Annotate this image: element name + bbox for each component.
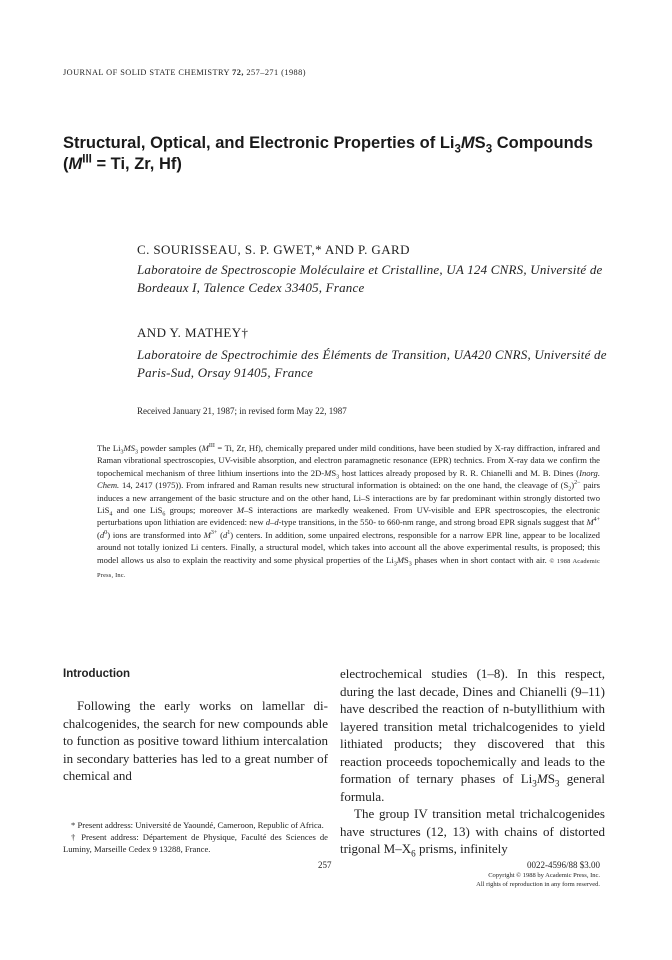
abs-sub: 3	[393, 561, 397, 568]
author-list-2: AND Y. MATHEY†	[137, 325, 249, 340]
journal-header	[63, 68, 306, 77]
abs-seg: -type transitions, in the 550- to 660-nm range, and strong broad EPR signals suggest that	[278, 517, 587, 528]
section-heading: Introduction	[63, 668, 131, 680]
title-text-3: = Ti, Zr, Hf)	[91, 155, 182, 173]
col2-sub: 3	[532, 778, 537, 789]
affiliation-1: Laboratoire de Spectroscopie Moléculaire et Cristalline, UA 124 CNRS, Université de Bordeaux I, Talence Cedex 33405, France	[137, 262, 603, 295]
footnote-1: * Present address: Université de Yaoundé, Cameroon, Republic of Africa.	[71, 820, 324, 830]
page-number: 257	[318, 860, 332, 870]
col2-para-1-tail: general formula.	[340, 771, 605, 804]
intro-column-1: Following the early works on lamellar di-chalcogenides, the search for new compounds able to function as positive toward lithium intercalation in secondary batteries has led to a great number of chemical and	[63, 698, 328, 783]
abs-seg: = Ti, Zr, Hf), chemically prepared under mild conditions, have been studied by X-ray diffraction, infrared and Raman vibrational spectroscopies, UV-visible absorption, and electron paramagnetic resonance (EPR) technics. From X-ray data we confirm the topochemical mechanism of three lithium insertions into the 2D-	[97, 443, 600, 478]
abs-seg: host lattices already proposed by R. R. Chianelli and M. B. Dines (	[339, 467, 580, 478]
abs-sub: 2	[568, 486, 572, 493]
col2-para-1: electrochemical studies (1–8). In this respect, during the last decade, Dines and Chianelli (9–11) have described the reaction of n-butyllithium with layered transition metal trichalcogenides to yield lithiated products; they discovered that this reaction proceeds topochemically and leads to the formation of ternary phases of Li	[340, 666, 605, 786]
title-M: M	[460, 134, 475, 152]
abs-sub: 3	[408, 561, 412, 568]
paper-title	[63, 133, 623, 175]
abs-seg: pairs induces a new arrangement of the basic structure and on the other hand, Li–S interactions are by far predominant within strongly distorted two LiS	[97, 480, 601, 516]
footnote-2: † Present address: Département de Physique, Faculté des Sciences de Luminy, Marseille Cedex 9 13288, France.	[63, 832, 328, 855]
abs-sub: 3	[134, 449, 138, 456]
abs-dd: d–d	[265, 517, 279, 528]
abs-seg: groups; moreover	[165, 505, 237, 516]
title-text-1: Structural, Optical, and Electronic Properties of Li	[63, 134, 455, 152]
title-sup: III	[82, 153, 92, 166]
abs-journal-ref: Inorg. Chem.	[97, 467, 601, 491]
title-S: S	[474, 134, 486, 152]
footnotes	[63, 819, 328, 856]
abs-M: M	[586, 517, 594, 528]
col2-M: M	[536, 771, 548, 786]
affiliation-2: Laboratoire de Spectrochimie des Éléments de Transition, UA420 CNRS, Université de Paris-Sud, Orsay 91405, France	[137, 347, 607, 380]
issn-price: 0022-4596/88 $3.00	[527, 860, 600, 870]
abs-M: M	[201, 443, 209, 453]
col2-sub: 6	[411, 848, 416, 859]
col2-para-2: The group IV transition metal trichalcogenides have structures (12, 13) with chains of distorted trigonal M–X	[340, 806, 605, 856]
abs-M: M	[236, 505, 244, 516]
col2-sub: 3	[554, 778, 560, 789]
title-sub-2: 3	[485, 143, 493, 156]
title-paren: (	[63, 155, 69, 173]
abstract: The $Li_3MS_3$ powder samples ($M^{III} = Ti$, Zr, Hf), chemically prepared under mild conditions, have been studied by X-ray diffraction, infrared and Raman vibrational spectroscopies, UV-visible absorption, and electron paramagnetic resonance (EPR) technics. From X-ray data we confirm the topochemical mechanism of three lithium insertions into the $2D-MS_3$ host lattices already proposed by R. R. Chianelli and M. B. Dines (Inorg. Chem. 14, 2417 (1975)). From infrared and Raman results new structural information is obtained: on the one hand, the cleavage of $(S_2)^{2-}$ pairs induces a new arrangement of the basic structure and on the other hand, Li–S interactions are by far predominant within strongly distorted two LiS$_4$ and one LiS$_6$ groups; moreover M–S interactions are markedly weakened. From UV-visible and EPR spectroscopies, the electronic perturbations upon lithiation are evidenced: new d–d-type transitions, in the 550- to 660-nm range, and strong broad EPR signals suggest that $M^{4+}$ $(d^0)$ ions are transformed into $M^{3+}$ $(d^1)$ centers. In addition, some unpaired electrons, responsible for a narrow EPR line, appear to be localized around not totally ionized Li centers. Finally, a structural model, which takes into account all the above experimental results, is proposed; this model allows us also to explain the reactivity and some physical properties of the $Li_3MS_3$ phases when in short contact with air. © 1988 Academic Press, Inc.	[97, 443, 601, 580]
abs-sub: 3	[336, 474, 340, 481]
title-text-2: Compounds	[492, 134, 593, 152]
abs-sub: 6	[162, 511, 166, 518]
abstract-copyright: © 1988 Academic Press, Inc.	[97, 557, 600, 580]
abs-sup: 3+	[210, 529, 218, 536]
col2-para-2-tail: prisms, infinitely	[415, 841, 508, 856]
abs-M: M	[203, 529, 211, 540]
abs-seg: MS	[123, 443, 135, 453]
abs-seg: –S interactions are markedly weakened. From UV-visible and EPR spectroscopies, the electronic perturbations upon lithiation are evidenced: new	[97, 505, 600, 528]
abs-sup: III	[208, 443, 215, 450]
abs-seg: powder samples (	[137, 443, 202, 453]
footer-rights: All rights of reproduction in any form reserved.	[476, 881, 600, 888]
title-M2: M	[68, 155, 83, 173]
abs-seg: centers. In addition, some unpaired electrons, responsible for a narrow EPR line, appear to be localized around not totally ionized Li centers. Finally, a structural model, which takes into account all the above experimental results, is proposed; this model allows us also to explain the reactivity and some physical properties of the Li	[97, 529, 600, 565]
abs-sup: 2−	[574, 480, 581, 487]
abs-M: M	[324, 467, 332, 478]
footer-copyright: Copyright © 1988 by Academic Press, Inc.	[488, 872, 600, 879]
intro-column-2: electrochemical studies (1–8). In this respect, during the last decade, Dines and Chianelli (9–11) have described the reaction of n-butyllithium with layered transition metal trichalcogenides to yield lithiated products; they discovered that this reaction proceeds topochemically and leads to the formation of ternary phases of $Li_3MS_3$ general formula. The group IV transition metal trichalcogenides have structures (12, 13) with chains of distorted trigonal $M-X_6$ prisms, infinitely	[340, 666, 605, 859]
author-list: C. SOURISSEAU, S. P. GWET,* AND P. GARD	[137, 242, 410, 257]
journal-volume: 72,	[232, 68, 244, 77]
abs-seg: The Li	[97, 443, 121, 453]
abs-seg: phases when in short contact with air.	[411, 554, 547, 565]
received-date: Received January 21, 1987; in revised form May 22, 1987	[137, 406, 347, 416]
abs-sub: 3	[120, 449, 124, 456]
abs-seg: and one LiS	[112, 505, 163, 516]
abs-seg: ions are transformed into	[110, 529, 204, 540]
abs-sup: 4+	[593, 517, 601, 524]
title-sub: 3	[454, 143, 461, 156]
journal-name: JOURNAL OF SOLID STATE CHEMISTRY	[63, 68, 230, 77]
abs-sub: 4	[109, 511, 113, 518]
abs-M: M	[396, 554, 404, 565]
journal-pages: 257–271 (1988)	[246, 68, 306, 77]
rights-notice	[340, 871, 600, 889]
abs-seg: 14, 2417 (1975)). From infrared and Raman results new structural information is obtained: on the one hand, the cleavage of (S	[119, 480, 569, 491]
